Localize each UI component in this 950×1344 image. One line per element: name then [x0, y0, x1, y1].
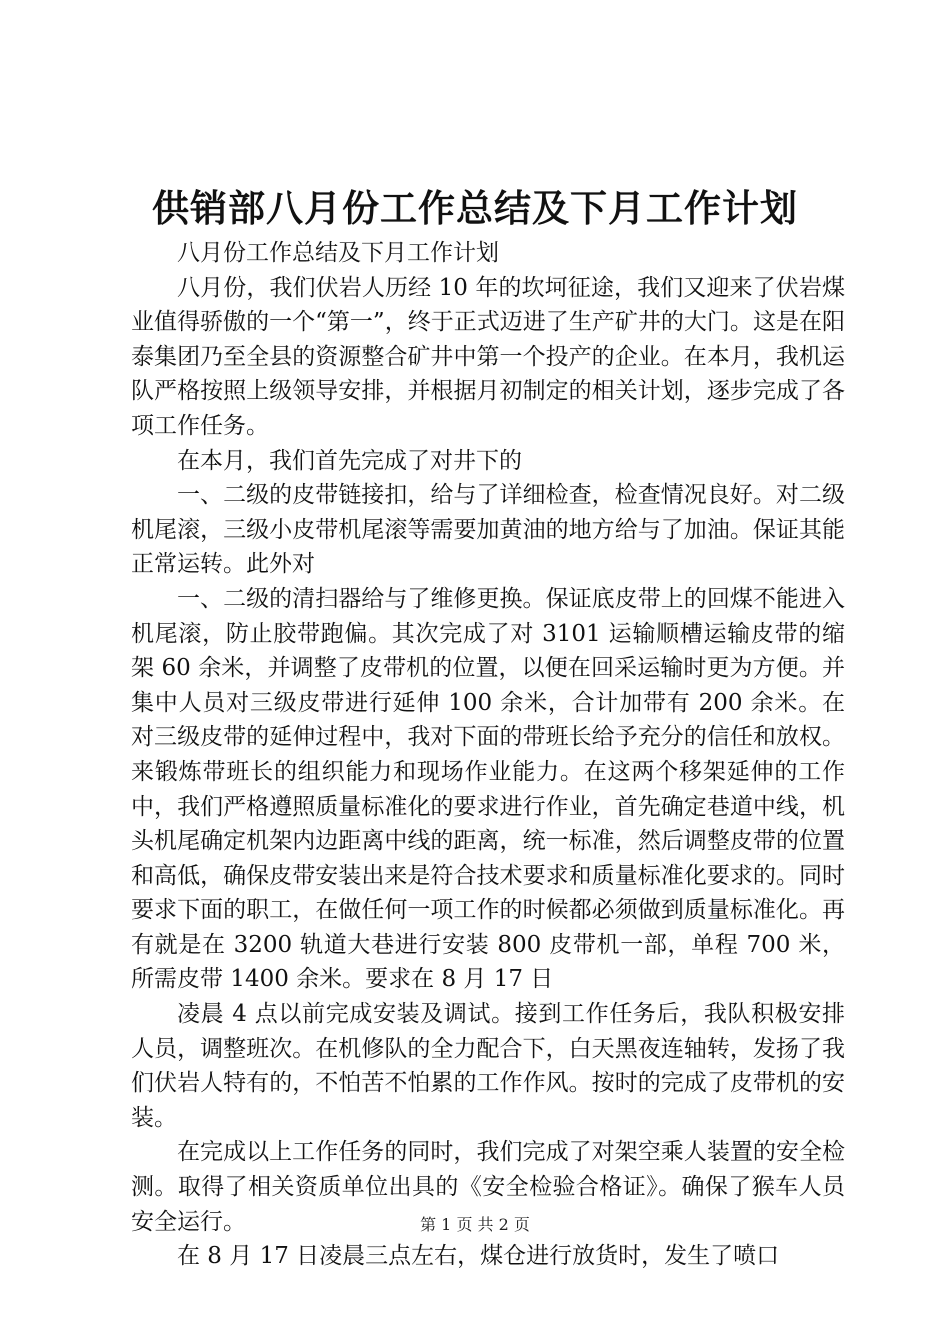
paragraph: 一、二级的皮带链接扣，给与了详细检查，检查情况良好。对二级机尾滚，三级小皮带机尾滚等需要加黄油的地方给与了加油。保证其能正常运转。此外对: [131, 482, 845, 578]
paragraph: 一、二级的清扫器给与了维修更换。保证底皮带上的回煤不能进入机尾滚，防止胶带跑偏。其次完成了对 3101 运输顺槽运输皮带的缩架 60 余米，并调整了皮带机的位置，以便在回采运输时更为方便。并集中人员对三级皮带进行延伸 100 余米，合计加带有 200 余米。在对三级皮带的延伸过程中，我对下面的带班长给予充分的信任和放权。来锻炼带班长的组织能力和现场作业能力。在这两个移架延伸的工作中，我们严格遵照质量标准化的要求进行作业，首先确定巷道中线，机头机尾确定机架内边距离中线的距离，统一标准，然后调整皮带的位置和高低，确保皮带安装出来是符合技术要求和质量标准化要求的。同时要求下面的职工，在做任何一项工作的时候都必须做到质量标准化。再有就是在 3200 轨道大巷进行安装 800 皮带机一部，单程 700 米，所需皮带 1400 余米。要求在 8 月 17 日: [131, 585, 845, 993]
page-number-footer: 第 1 页 共 2 页: [420, 1215, 530, 1234]
paragraph: 在完成以上工作任务的同时，我们完成了对架空乘人装置的安全检测。取得了相关资质单位出具的《安全检验合格证》。确保了猴车人员安全运行。: [131, 1139, 845, 1235]
paragraph: 凌晨 4 点以前完成安装及调试。接到工作任务后，我队积极安排人员，调整班次。在机修队的全力配合下，白天黑夜连轴转，发扬了我们伏岩人特有的，不怕苦不怕累的工作作风。按时的完成了皮带机的安装。: [131, 1001, 845, 1131]
paragraph: 在本月，我们首先完成了对井下的: [177, 447, 522, 474]
document-body: [131, 236, 845, 1274]
paragraph: 八月份，我们伏岩人历经 10 年的坎坷征途，我们又迎来了伏岩煤业值得骄傲的一个“第一”，终于正式迈进了生产矿井的大门。这是在阳泰集团乃至全县的资源整合矿井中第一个投产的企业。在本月，我机运队严格按照上级领导安排，并根据月初制定的相关计划，逐步完成了各项工作任务。: [131, 274, 845, 439]
paragraph-subtitle: 八月份工作总结及下月工作计划: [177, 240, 499, 266]
paragraph: 在 8 月 17 日凌晨三点左右，煤仓进行放货时，发生了喷口: [177, 1243, 780, 1270]
document-title: 供销部八月份工作总结及下月工作计划: [152, 187, 798, 230]
